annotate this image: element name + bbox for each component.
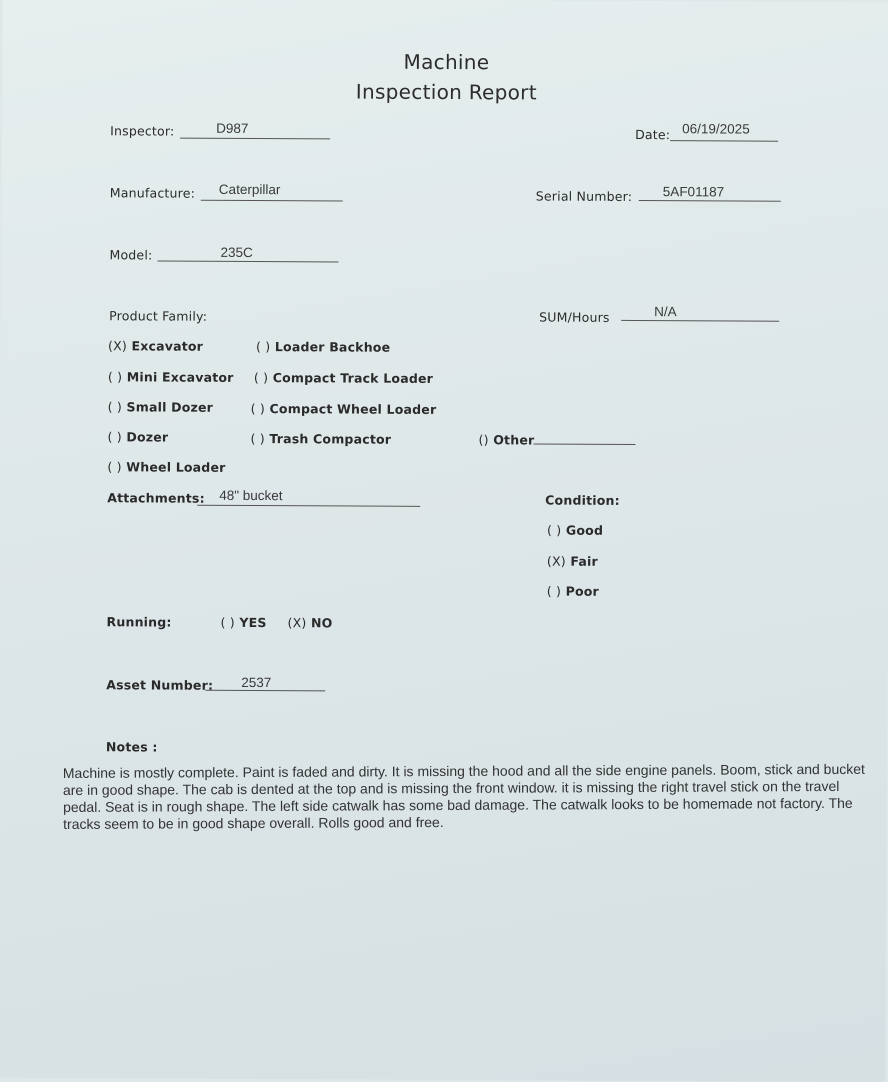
option-mark: ( ) (107, 399, 123, 415)
manufacture-label: Manufacture: (109, 185, 196, 201)
option-excavator[interactable] (108, 338, 203, 353)
condition-option-good[interactable] (547, 523, 603, 538)
inspector-underline (180, 138, 330, 140)
option-dozer[interactable] (107, 429, 168, 444)
manufacture-value[interactable]: Caterpillar (218, 181, 281, 198)
option-mark: () (478, 432, 489, 448)
option-label: Fair (570, 553, 598, 569)
condition-label: Condition: (545, 492, 620, 508)
option-mark: ( ) (107, 459, 122, 475)
serial-number-label: Serial Number: (535, 188, 633, 204)
option-compact-track-loader[interactable] (254, 370, 433, 386)
sum-hours-value[interactable]: N/A (654, 304, 677, 320)
date-underline (670, 140, 778, 142)
serial-number-underline (639, 200, 781, 202)
option-label: Trash Compactor (269, 431, 392, 447)
sum-hours-underline (621, 320, 779, 322)
option-other[interactable] (478, 432, 534, 447)
attachments-value[interactable]: 48" bucket (219, 487, 283, 504)
option-small-dozer[interactable] (108, 399, 213, 415)
option-mark: ( ) (253, 370, 269, 386)
product-family-label: Product Family: (109, 308, 208, 324)
model-label: Model: (109, 247, 153, 263)
date-value[interactable]: 06/19/2025 (682, 121, 750, 137)
option-label: Dozer (126, 429, 169, 445)
inspector-label: Inspector: (110, 123, 175, 139)
manufacture-underline (201, 200, 343, 202)
option-mark: (X) (546, 553, 566, 569)
sum-hours-label: SUM/Hours (539, 309, 610, 325)
report-title-line1: Machine (403, 49, 490, 75)
option-label: YES (239, 614, 267, 631)
option-mark: ( ) (220, 614, 235, 630)
option-label: Loader Backhoe (274, 339, 391, 355)
other-underline[interactable] (534, 443, 636, 445)
option-mark: (X) (287, 615, 307, 631)
condition-option-fair[interactable] (547, 554, 598, 569)
asset-number-value[interactable]: 2537 (241, 674, 272, 691)
notes-label: Notes : (105, 739, 158, 755)
option-mark: ( ) (547, 522, 562, 538)
running-option-yes[interactable] (221, 615, 267, 630)
attachments-label: Attachments: (107, 490, 205, 506)
model-value[interactable]: 235C (220, 244, 253, 260)
option-label: Wheel Loader (126, 459, 226, 475)
model-underline (157, 260, 338, 262)
option-mark: ( ) (107, 369, 123, 385)
date-label: Date: (635, 126, 671, 143)
condition-option-poor[interactable] (547, 584, 599, 599)
option-mark: ( ) (107, 429, 122, 445)
report-title-line2: Inspection Report (355, 79, 537, 105)
option-label: Poor (565, 583, 599, 599)
option-label: Other (493, 432, 535, 448)
option-label: Good (565, 522, 604, 538)
option-label: Compact Track Loader (272, 370, 434, 386)
option-wheel-loader[interactable] (107, 459, 225, 475)
option-mark: ( ) (255, 339, 271, 355)
option-label: Compact Wheel Loader (269, 401, 437, 417)
option-compact-wheel-loader[interactable] (251, 401, 437, 417)
option-label: NO (311, 615, 333, 631)
option-mark: ( ) (250, 400, 266, 417)
option-mark: ( ) (546, 583, 562, 599)
asset-number-label: Asset Number: (106, 677, 214, 693)
serial-number-value[interactable]: 5AF01187 (662, 184, 725, 200)
option-loader-backhoe[interactable] (256, 339, 390, 355)
attachments-underline (197, 505, 420, 507)
option-label: Mini Excavator (126, 369, 234, 385)
option-mark: (X) (107, 338, 127, 354)
option-label: Excavator (131, 338, 204, 354)
option-trash-compactor[interactable] (250, 431, 391, 447)
inspector-value[interactable]: D987 (216, 120, 249, 136)
running-label: Running: (106, 614, 172, 630)
option-mini-excavator[interactable] (108, 369, 234, 385)
option-label: Small Dozer (126, 399, 214, 415)
running-option-no[interactable] (288, 615, 333, 630)
option-mark: ( ) (250, 430, 265, 447)
notes-text[interactable]: Machine is mostly complete. Paint is faded and dirty. It is missing the hood and all the side engine panels. Boom, stick and bucket are in good shape. The cab is dented at the top and is missing the front window. it is missing the right travel stick on the travel pedal. Seat is in rough shape. The left side catwalk has some bad damage. The catwalk looks to be homemade not factory. The tracks seem to be in good shape overall. Rolls good and free. (62, 760, 865, 833)
